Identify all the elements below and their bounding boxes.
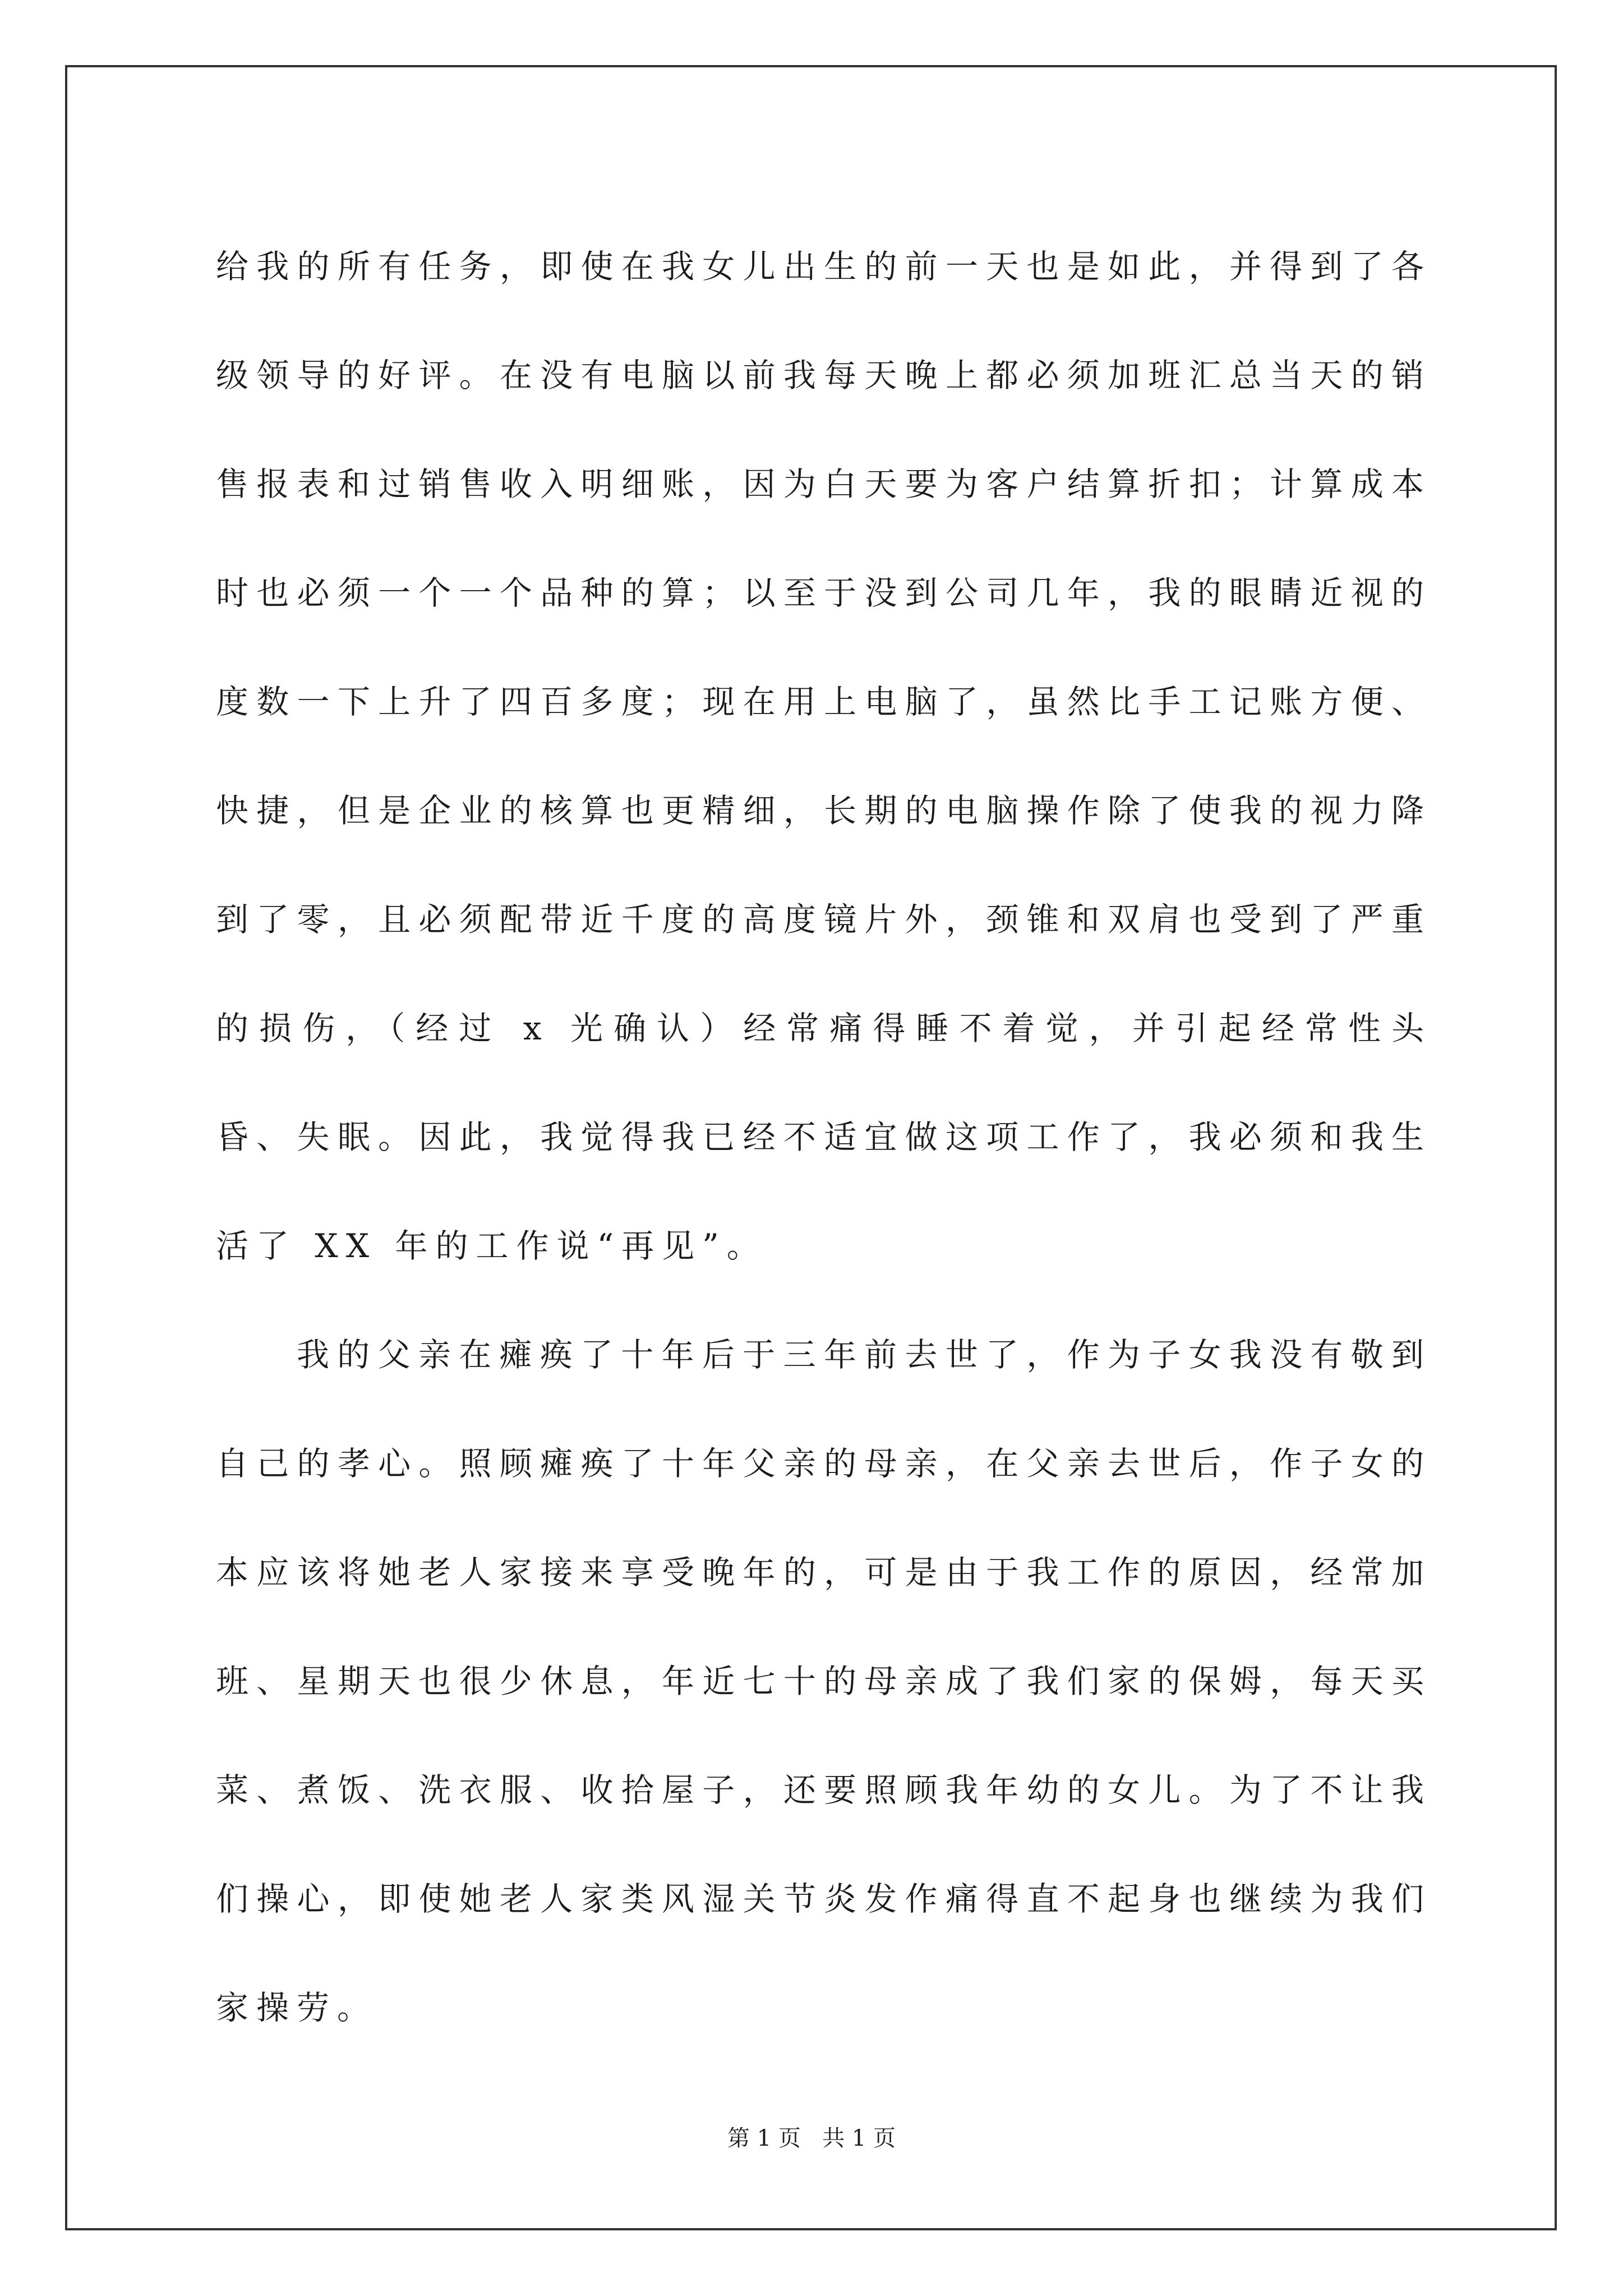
paragraph-2: 我的父亲在瘫痪了十年后于三年前去世了，作为子女我没有敬到自己的孝心。照顾瘫痪了十年父亲的母亲，在父亲去世后，作子女的本应该将她老人家接来享受晚年的，可是由于我工作的原因，经常加班、星期天也很少休息，年近七十的母亲成了我们家的保姆，每天买菜、煮饭、洗衣服、收拾屋子，还要照顾我年幼的女儿。为了不让我们操心，即使她老人家类风湿关节炎发作痛得直不起身也继续为我们家操劳。 [216, 1336, 1432, 2027]
paragraph-1: 给我的所有任务，即使在我女儿出生的前一天也是如此，并得到了各级领导的好评。在没有电脑以前我每天晚上都必须加班汇总当天的销售报表和过销售收入明细账，因为白天要为客户结算折扣；计算成本时也必须一个一个品种的算；以至于没到公司几年，我的眼睛近视的度数一下上升了四百多度；现在用上电脑了，虽然比手工记账方便、快捷，但是企业的核算也更精细，长期的电脑操作除了使我的视力降到了零，且必须配带近千度的高度镜片外，颈锥和双肩也受到了严重的损伤，（经过 x 光确认）经常痛得睡不着觉，并引起经常性头昏、失眠。因此，我觉得我已经不适宜做这项工作了，我必须和我生活了 XX 年的工作说“再见”。 [216, 247, 1432, 1265]
document-body [216, 212, 1432, 2062]
page-footer: 第 1 页 共 1 页 [727, 2125, 896, 2151]
